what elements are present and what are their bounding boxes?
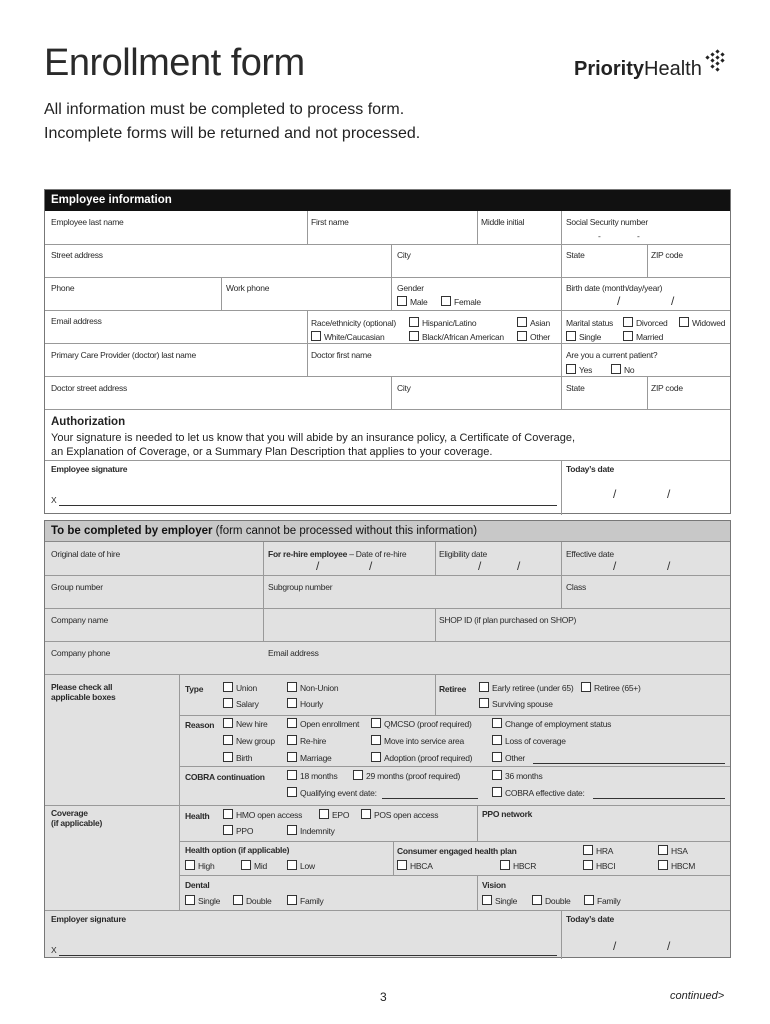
date-slash: / [667,559,671,573]
divider [647,376,648,409]
current-patient-label: Are you a current patient? [566,350,658,360]
coverage-label-2: (if applicable) [51,818,103,828]
group-number-label: Group number [51,582,103,592]
cobra-18-checkbox[interactable] [287,770,297,780]
divider [307,211,308,244]
high-label: High [198,861,215,871]
new-group-checkbox[interactable] [223,735,233,745]
company-name-label: Company name [51,615,109,625]
cobra-label: COBRA continuation [185,772,265,782]
hra-checkbox[interactable] [583,845,593,855]
zip-code-label: ZIP code [651,250,683,260]
asian-label: Asian [530,318,551,328]
date-slash: / [613,939,617,953]
employer-heading-bold: To be completed by employer [51,525,213,537]
dental-single-label: Single [198,896,221,906]
state-label: State [566,250,585,260]
salary-checkbox[interactable] [223,698,233,708]
subgroup-number-label: Subgroup number [268,582,333,592]
hmo-checkbox[interactable] [223,809,233,819]
date-slash: / [617,294,621,308]
marriage-label: Marriage [300,753,332,763]
ppo-network-label: PPO network [482,809,533,819]
employee-last-name-label: Employee last name [51,217,124,227]
instructions-line-2: Incomplete forms will be returned and not processed. [44,125,421,142]
dental-double-label: Double [246,896,272,906]
salary-label: Salary [236,699,259,709]
date-slash: / [667,487,671,501]
ppo-label: PPO [236,826,254,836]
employer-section [44,520,731,958]
vision-double-label: Double [545,896,571,906]
phone-label: Phone [51,283,75,293]
hra-label: HRA [596,846,614,856]
check-all-label: Please check all [51,682,113,692]
health-option-label: Health option (if applicable) [185,845,290,855]
divider [45,409,730,410]
rehire-reason-label: Re-hire [300,736,327,746]
doctor-street-label: Doctor street address [51,383,128,393]
mid-checkbox[interactable] [241,860,251,870]
brand-rest: Health [644,58,702,80]
divorced-checkbox[interactable] [623,317,633,327]
brand-logo-text [574,58,702,81]
divider [45,910,730,911]
divider [647,244,648,277]
company-phone-label: Company phone [51,648,111,658]
hbcr-label: HBCR [513,861,537,871]
widowed-checkbox[interactable] [679,317,689,327]
widowed-label: Widowed [692,318,726,328]
vision-family-checkbox[interactable] [584,895,594,905]
indemnity-label: Indemnity [300,826,335,836]
divider [435,674,436,715]
employer-signature-label: Employer signature [51,914,126,924]
employer-signature-field[interactable] [59,930,557,955]
cobra-effective-line [593,798,725,799]
authorization-heading: Authorization [51,416,126,428]
divider [561,460,562,515]
married-label: Married [636,332,664,342]
doctor-state-label: State [566,383,585,393]
page-number: 3 [380,990,387,1004]
doctor-city-label: City [397,383,411,393]
signature-x: X [51,495,57,505]
move-label: Move into service area [384,736,465,746]
black-label: Black/African American [422,332,504,342]
street-address-label: Street address [51,250,103,260]
divider [393,841,394,875]
qmcso-label: QMCSO (proof required) [384,719,472,729]
no-checkbox[interactable] [611,364,621,374]
dental-single-checkbox[interactable] [185,895,195,905]
date-slash: / [671,294,675,308]
divider [477,875,478,910]
divider [307,310,308,376]
city-label: City [397,250,411,260]
date-slash: / [613,559,617,573]
marital-status-label: Marital status [566,318,614,328]
divider [179,875,730,876]
cobra-36-checkbox[interactable] [492,770,502,780]
divider [45,805,730,806]
vision-double-checkbox[interactable] [532,895,542,905]
new-group-label: New group [236,736,275,746]
race-other-checkbox[interactable] [517,331,527,341]
surviving-spouse-label: Surviving spouse [492,699,553,709]
divorced-label: Divorced [636,318,668,328]
authorization-text-line-1: Your signature is needed to let us know that you will abide by an insurance policy, a Certificate of Coverage, [51,432,576,444]
cobra-36-label: 36 months [505,771,543,781]
vision-single-checkbox[interactable] [482,895,492,905]
hourly-label: Hourly [300,699,324,709]
divider [561,542,562,608]
epo-checkbox[interactable] [319,809,329,819]
single-checkbox[interactable] [566,331,576,341]
date-slash: / [369,559,373,573]
yes-label: Yes [579,365,593,375]
retiree-65-checkbox[interactable] [581,682,591,692]
vision-family-label: Family [597,896,621,906]
check-all-label-2: applicable boxes [51,692,116,702]
divider [561,910,562,959]
cobra-effective-checkbox[interactable] [492,787,502,797]
reason-other-checkbox[interactable] [492,752,502,762]
authorization-text [51,431,575,459]
open-enrollment-checkbox[interactable] [287,718,297,728]
hispanic-label: Hispanic/Latino [422,318,477,328]
change-status-checkbox[interactable] [492,718,502,728]
dental-double-checkbox[interactable] [233,895,243,905]
retiree-65-label: Retiree (65+) [594,683,641,693]
doctor-zip-label: ZIP code [651,383,683,393]
indemnity-checkbox[interactable] [287,825,297,835]
divider [45,277,730,278]
employer-signature-x: X [51,945,57,955]
race-label: Race/ethnicity (optional) [311,318,396,328]
female-checkbox[interactable] [441,296,451,306]
hbcm-label: HBCM [671,861,696,871]
email-address-label: Email address [51,316,102,326]
divider [179,766,730,767]
divider [45,674,730,675]
type-label: Type [185,684,204,694]
no-label: No [624,365,635,375]
shop-id-label: SHOP ID (if plan purchased on SHOP) [439,615,577,625]
loss-of-coverage-label: Loss of coverage [505,736,566,746]
married-checkbox[interactable] [623,331,633,341]
surviving-spouse-checkbox[interactable] [479,698,489,708]
adoption-checkbox[interactable] [371,752,381,762]
qualifying-event-label: Qualifying event date: [300,788,377,798]
hispanic-checkbox[interactable] [409,317,419,327]
hbca-checkbox[interactable] [397,860,407,870]
ssn-dash: - [598,231,601,241]
cobra-29-label: 29 months (proof required) [366,771,461,781]
divider [45,343,730,344]
effective-date-label: Effective date [566,549,614,559]
continued-link[interactable]: continued> [670,990,725,1002]
divider [45,376,730,377]
instructions-line-1: All information must be completed to process form. [44,101,405,118]
employee-signature-line [59,505,557,506]
divider [221,277,222,310]
reason-other-line [533,763,725,764]
hbca-label: HBCA [410,861,433,871]
low-checkbox[interactable] [287,860,297,870]
male-checkbox[interactable] [397,296,407,306]
divider [179,841,730,842]
mid-label: Mid [254,861,267,871]
divider [477,805,478,841]
reason-label: Reason [185,720,215,730]
doctor-first-name-label: Doctor first name [311,350,372,360]
date-slash: / [667,939,671,953]
employer-email-label: Email address [268,648,319,658]
instructions [44,98,420,146]
epo-label: EPO [332,810,350,820]
divider [45,244,730,245]
divider [179,674,180,910]
early-retiree-checkbox[interactable] [479,682,489,692]
qualifying-event-line [382,798,478,799]
date-slash: / [613,487,617,501]
divider [391,376,392,409]
cdhp-label: Consumer engaged health plan [397,846,517,856]
brand-bold: Priority [574,58,645,80]
priority-health-logo-icon [704,48,728,76]
hsa-label: HSA [671,846,688,856]
black-checkbox[interactable] [409,331,419,341]
birth-checkbox[interactable] [223,752,233,762]
first-name-label: First name [311,217,349,227]
divider [45,608,730,609]
qmcso-checkbox[interactable] [371,718,381,728]
pcp-last-name-label: Primary Care Provider (doctor) last name [51,350,196,360]
ssn-dash: - [637,231,640,241]
original-hire-label: Original date of hire [51,549,120,559]
hbci-checkbox[interactable] [583,860,593,870]
divider [435,608,436,641]
divider [45,575,730,576]
authorization-text-line-2: an Explanation of Coverage, or a Summary Plan Description that applies to your coverage. [51,446,493,458]
divider [477,211,478,244]
employee-information-heading: Employee information [45,190,730,211]
open-enrollment-label: Open enrollment [300,719,360,729]
employee-signature-label: Employee signature [51,464,128,474]
race-other-label: Other [530,332,551,342]
white-checkbox[interactable] [311,331,321,341]
divider [45,641,730,642]
form-title: Enrollment form [44,42,305,84]
union-label: Union [236,683,257,693]
dental-label: Dental [185,880,210,890]
hsa-checkbox[interactable] [658,845,668,855]
new-hire-label: New hire [236,719,268,729]
vision-single-label: Single [495,896,518,906]
loss-of-coverage-checkbox[interactable] [492,735,502,745]
cobra-18-label: 18 months [300,771,338,781]
work-phone-label: Work phone [226,283,270,293]
hbcr-checkbox[interactable] [500,860,510,870]
cobra-effective-label: COBRA effective date: [505,788,585,798]
reason-other-label: Other [505,753,526,763]
date-slash: / [478,559,482,573]
divider [391,244,392,310]
union-checkbox[interactable] [223,682,233,692]
rehire-checkbox[interactable] [287,735,297,745]
gender-label: Gender [397,283,424,293]
hmo-label: HMO open access [236,810,303,820]
qualifying-event-checkbox[interactable] [287,787,297,797]
employer-heading-note: (form cannot be processed without this information) [212,525,478,537]
eligibility-date-label: Eligibility date [439,549,487,559]
divider [179,715,730,716]
middle-initial-label: Middle initial [481,217,525,227]
early-retiree-label: Early retiree (under 65) [492,683,574,693]
asian-checkbox[interactable] [517,317,527,327]
dental-family-label: Family [300,896,324,906]
health-label: Health [185,811,210,821]
divider [45,460,730,461]
employer-section-heading [45,521,730,542]
hbcm-checkbox[interactable] [658,860,668,870]
pos-checkbox[interactable] [361,809,371,819]
divider [45,310,730,311]
cobra-29-checkbox[interactable] [353,770,363,780]
divider [561,211,562,409]
white-label: White/Caucasian [324,332,385,342]
birth-date-label: Birth date (month/day/year) [566,283,663,293]
non-union-label: Non-Union [300,683,339,693]
ssn-label: Social Security number [566,217,648,227]
high-checkbox[interactable] [185,860,195,870]
hourly-checkbox[interactable] [287,698,297,708]
divider [263,542,264,641]
marriage-checkbox[interactable] [287,752,297,762]
move-checkbox[interactable] [371,735,381,745]
dental-family-checkbox[interactable] [287,895,297,905]
hbci-label: HBCI [596,861,616,871]
adoption-label: Adoption (proof required) [384,753,473,763]
rehire-rest: – Date of re-hire [347,549,407,559]
employee-signature-field[interactable] [59,480,557,505]
coverage-label: Coverage [51,808,88,818]
single-label: Single [579,332,602,342]
birth-label: Birth [236,753,253,763]
ppo-checkbox[interactable] [223,825,233,835]
rehire-label [268,549,406,559]
employee-information-section [44,189,731,514]
change-status-label: Change of employment status [505,719,612,729]
non-union-checkbox[interactable] [287,682,297,692]
pos-label: POS open access [374,810,439,820]
divider [435,542,436,575]
employer-signature-line [59,955,557,956]
class-label: Class [566,582,587,592]
male-label: Male [410,297,428,307]
employer-todays-date-label: Today’s date [566,914,615,924]
yes-checkbox[interactable] [566,364,576,374]
date-slash: / [517,559,521,573]
low-label: Low [300,861,315,871]
date-slash: / [316,559,320,573]
female-label: Female [454,297,481,307]
rehire-bold: For re-hire employee [268,549,348,559]
vision-label: Vision [482,880,506,890]
new-hire-checkbox[interactable] [223,718,233,728]
todays-date-label: Today’s date [566,464,615,474]
retiree-label: Retiree [439,684,467,694]
